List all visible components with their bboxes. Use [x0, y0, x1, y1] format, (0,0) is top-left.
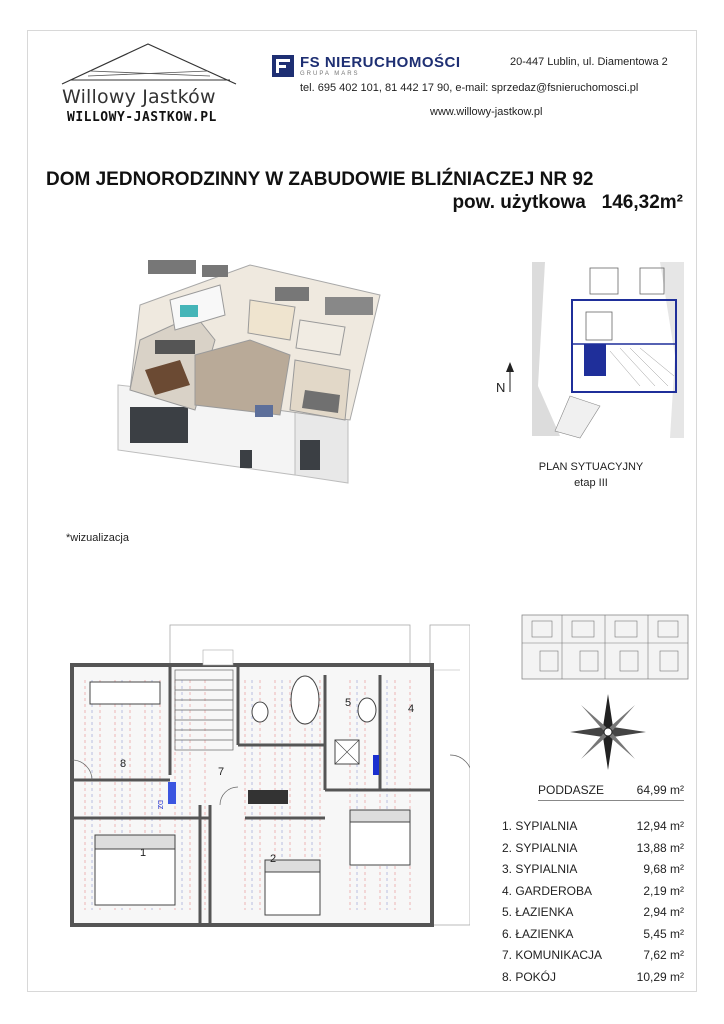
stair-label: DZ [156, 800, 163, 810]
site-plan-stage: etap III [574, 477, 608, 489]
room-area: 9,68 m² [643, 862, 684, 876]
brand-name: Willowy Jastków [62, 86, 216, 108]
legend-row [502, 970, 684, 992]
visualization-note: *wizualizacja [66, 532, 129, 544]
listing-title: DOM JEDNORODZINNY W ZABUDOWIE BLIŹNIACZEJ NR 92 [46, 169, 594, 190]
usable-area-value: 146,32m² [601, 192, 683, 213]
floor-name: PODDASZE [538, 783, 605, 797]
room-number-5: 5 [345, 697, 352, 709]
legend-row [502, 819, 684, 841]
room-label: 5. ŁAZIENKA [502, 905, 574, 919]
usable-area-label: pow. użytkowa [452, 192, 586, 213]
site-plan-map [490, 256, 690, 456]
legend-row [502, 927, 684, 949]
key-plan-thumbnail [520, 613, 690, 681]
legend-row [502, 948, 684, 970]
legend-row [502, 884, 684, 906]
room-area: 10,29 m² [636, 969, 684, 984]
room-label: 4. GARDEROBA [502, 883, 593, 898]
agency-name: FS NIERUCHOMOŚCI [300, 54, 461, 71]
attic-floor-plan [60, 600, 470, 935]
legend-row [502, 905, 684, 927]
fs-logo-icon [272, 55, 294, 77]
room-label: 3. SYPIALNIA [502, 862, 578, 876]
room-number-1: 1 [140, 847, 147, 859]
room-label: 2. SYPIALNIA [502, 840, 578, 855]
room-label: 7. KOMUNIKACJA [502, 948, 603, 962]
room-area: 5,45 m² [643, 926, 684, 941]
room-label: 8. POKÓJ [502, 969, 557, 984]
site-plan-caption [536, 459, 646, 491]
floor-area: 64,99 m² [636, 783, 684, 797]
house-3d-visualization [100, 245, 390, 495]
room-area: 2,94 m² [643, 905, 684, 919]
roof-logo-icon [60, 40, 240, 88]
site-plan-title: PLAN SYTUACYJNY [538, 461, 644, 473]
room-label: 1. SYPIALNIA [502, 819, 578, 833]
legend-header [538, 783, 684, 801]
room-area: 2,19 m² [643, 883, 684, 898]
agency-address: 20-447 Lublin, ul. Diamentowa 2 [510, 56, 668, 68]
agency-contact[interactable]: tel. 695 402 101, 81 442 17 90, e-mail: sprzedaz@fsnieruchomosci.pl [300, 82, 639, 94]
brand-url[interactable]: WILLOWY-JASTKOW.PL [67, 110, 217, 125]
legend-row [502, 862, 684, 884]
room-number-7: 7 [218, 766, 225, 778]
room-legend [502, 783, 684, 991]
legend-list [502, 819, 684, 991]
room-number-8: 8 [120, 758, 127, 770]
room-area: 13,88 m² [636, 840, 684, 855]
compass-rose-icon [568, 692, 648, 772]
room-area: 7,62 m² [643, 948, 684, 962]
agency-subtitle: GRUPA MARS [300, 71, 360, 77]
agency-website[interactable]: www.willowy-jastkow.pl [430, 106, 543, 118]
room-number-4: 4 [408, 703, 415, 715]
room-area: 12,94 m² [636, 819, 684, 833]
north-label: N [496, 380, 506, 395]
room-label: 6. ŁAZIENKA [502, 926, 574, 941]
room-number-2: 2 [270, 853, 277, 865]
usable-area [452, 192, 683, 214]
legend-row [502, 841, 684, 863]
